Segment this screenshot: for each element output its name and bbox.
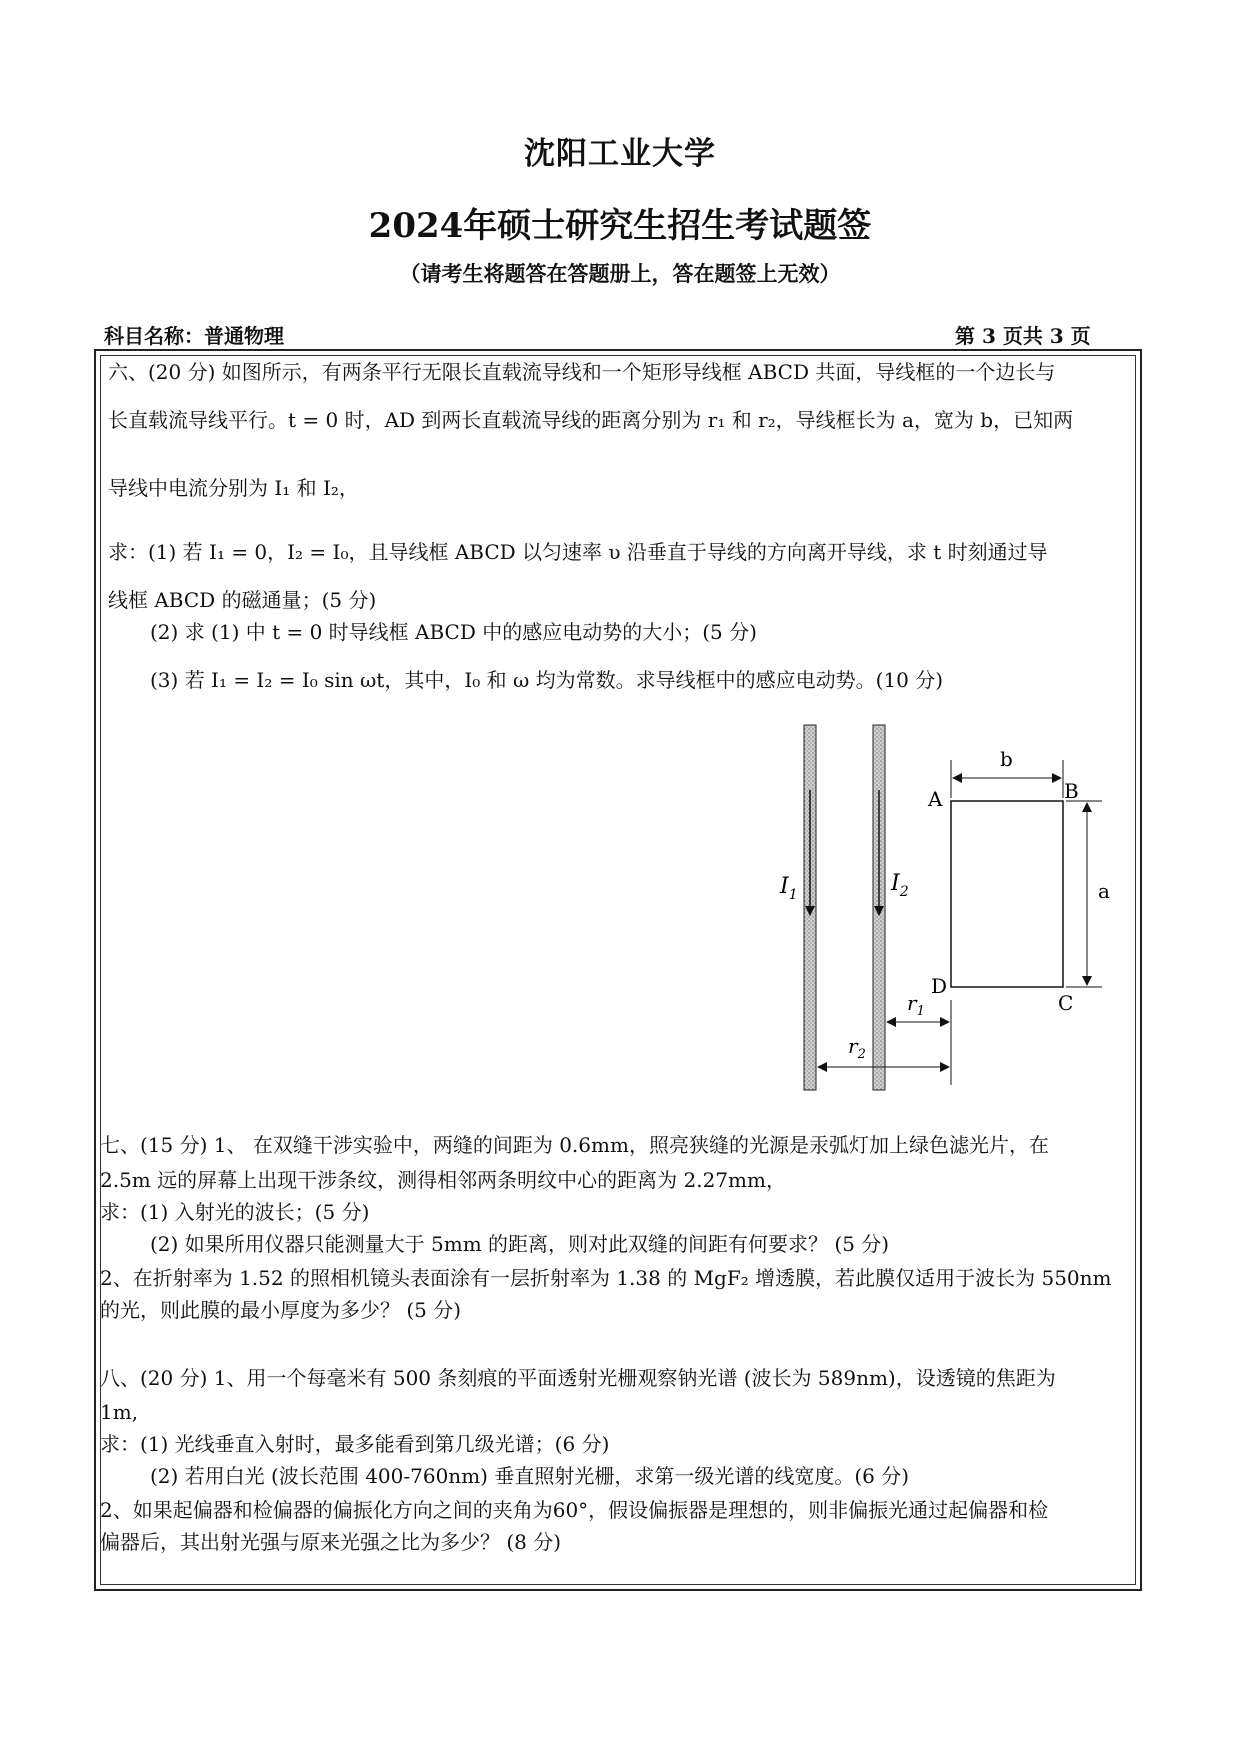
label-D: D: [931, 974, 948, 998]
university-name: 沈阳工业大学: [524, 136, 716, 172]
subject-name: 科目名称：普通物理: [104, 324, 284, 348]
label-r1: $r_1$: [907, 991, 925, 1019]
q7-line-3: 求：(1) 入射光的波长；(5 分): [100, 1200, 370, 1224]
q7-line-4: (2) 如果所用仪器只能测量大于 5mm 的距离，则对此双缝的间距有何要求？ (5 分): [150, 1232, 890, 1256]
q8-line-1: 八、(20 分) 1、用一个每毫米有 500 条刻痕的平面透射光栅观察钠光谱 (波长为 589nm)，设透镜的焦距为: [100, 1366, 1056, 1390]
q6-line-5: 线框 ABCD 的磁通量；(5 分): [108, 588, 377, 612]
q7-line-2: 2.5m 远的屏幕上出现干涉条纹，测得相邻两条明纹中心的距离为 2.27mm，: [100, 1168, 786, 1192]
q8-line-5: 2、如果起偏器和检偏器的偏振化方向之间的夹角为60°，假设偏振器是理想的，则非偏振光通过起偏器和检: [100, 1498, 1049, 1522]
label-B: B: [1064, 779, 1079, 803]
q8-line-2: 1m,: [100, 1400, 139, 1424]
label-b: b: [1000, 747, 1013, 771]
q7-line-6: 的光，则此膜的最小厚度为多少？ (5 分): [100, 1298, 462, 1322]
label-a: a: [1098, 879, 1110, 903]
q6-line-7: (3) 若 I₁ = I₂ = I₀ sin ωt，其中，I₀ 和 ω 均为常数。求导线框中的感应电动势。(10 分): [150, 668, 944, 692]
q6-line-4: 求：(1) 若 I₁ = 0，I₂ = I₀，且导线框 ABCD 以匀速率 υ 沿垂直于导线的方向离开导线，求 t 时刻通过导: [108, 540, 1048, 564]
q8-line-4: (2) 若用白光 (波长范围 400-760nm) 垂直照射光栅，求第一级光谱的线宽度。(6 分): [150, 1464, 910, 1488]
label-C: C: [1058, 991, 1074, 1015]
q6-line-1: 六、(20 分) 如图所示，有两条平行无限长直载流导线和一个矩形导线框 ABCD 共面，导线框的一个边长与: [108, 360, 1056, 384]
q8-line-6: 偏器后，其出射光强与原来光强之比为多少？ (8 分): [100, 1530, 562, 1554]
q8-line-3: 求：(1) 光线垂直入射时，最多能看到第几级光谱；(6 分): [100, 1432, 610, 1456]
label-r2: $r_2$: [848, 1034, 866, 1062]
exam-title: 2024年硕士研究生招生考试题签: [368, 206, 872, 246]
q6-line-2: 长直载流导线平行。t = 0 时，AD 到两长直载流导线的距离分别为 r₁ 和 r₂，导线框长为 a，宽为 b，已知两: [108, 408, 1074, 432]
q6-line-3: 导线中电流分别为 I₁ 和 I₂，: [108, 476, 359, 500]
label-I1: $I_1$: [780, 874, 798, 903]
label-A: A: [928, 787, 943, 811]
exam-notice: （请考生将题答在答题册上，答在题签上无效）: [399, 261, 841, 286]
q7-line-5: 2、在折射率为 1.52 的照相机镜头表面涂有一层折射率为 1.38 的 MgF₂ 增透膜，若此膜仅适用于波长为 550nm: [100, 1266, 1112, 1290]
q7-line-1: 七、(15 分) 1、 在双缝干涉实验中，两缝的间距为 0.6mm，照亮狭缝的光源是汞弧灯加上绿色滤光片，在: [100, 1133, 1049, 1157]
label-I2: $I_2$: [891, 871, 909, 900]
q6-line-6: (2) 求 (1) 中 t = 0 时导线框 ABCD 中的感应电动势的大小；(5 分): [150, 620, 757, 644]
page-info: 第 3 页共 3 页: [955, 324, 1091, 348]
